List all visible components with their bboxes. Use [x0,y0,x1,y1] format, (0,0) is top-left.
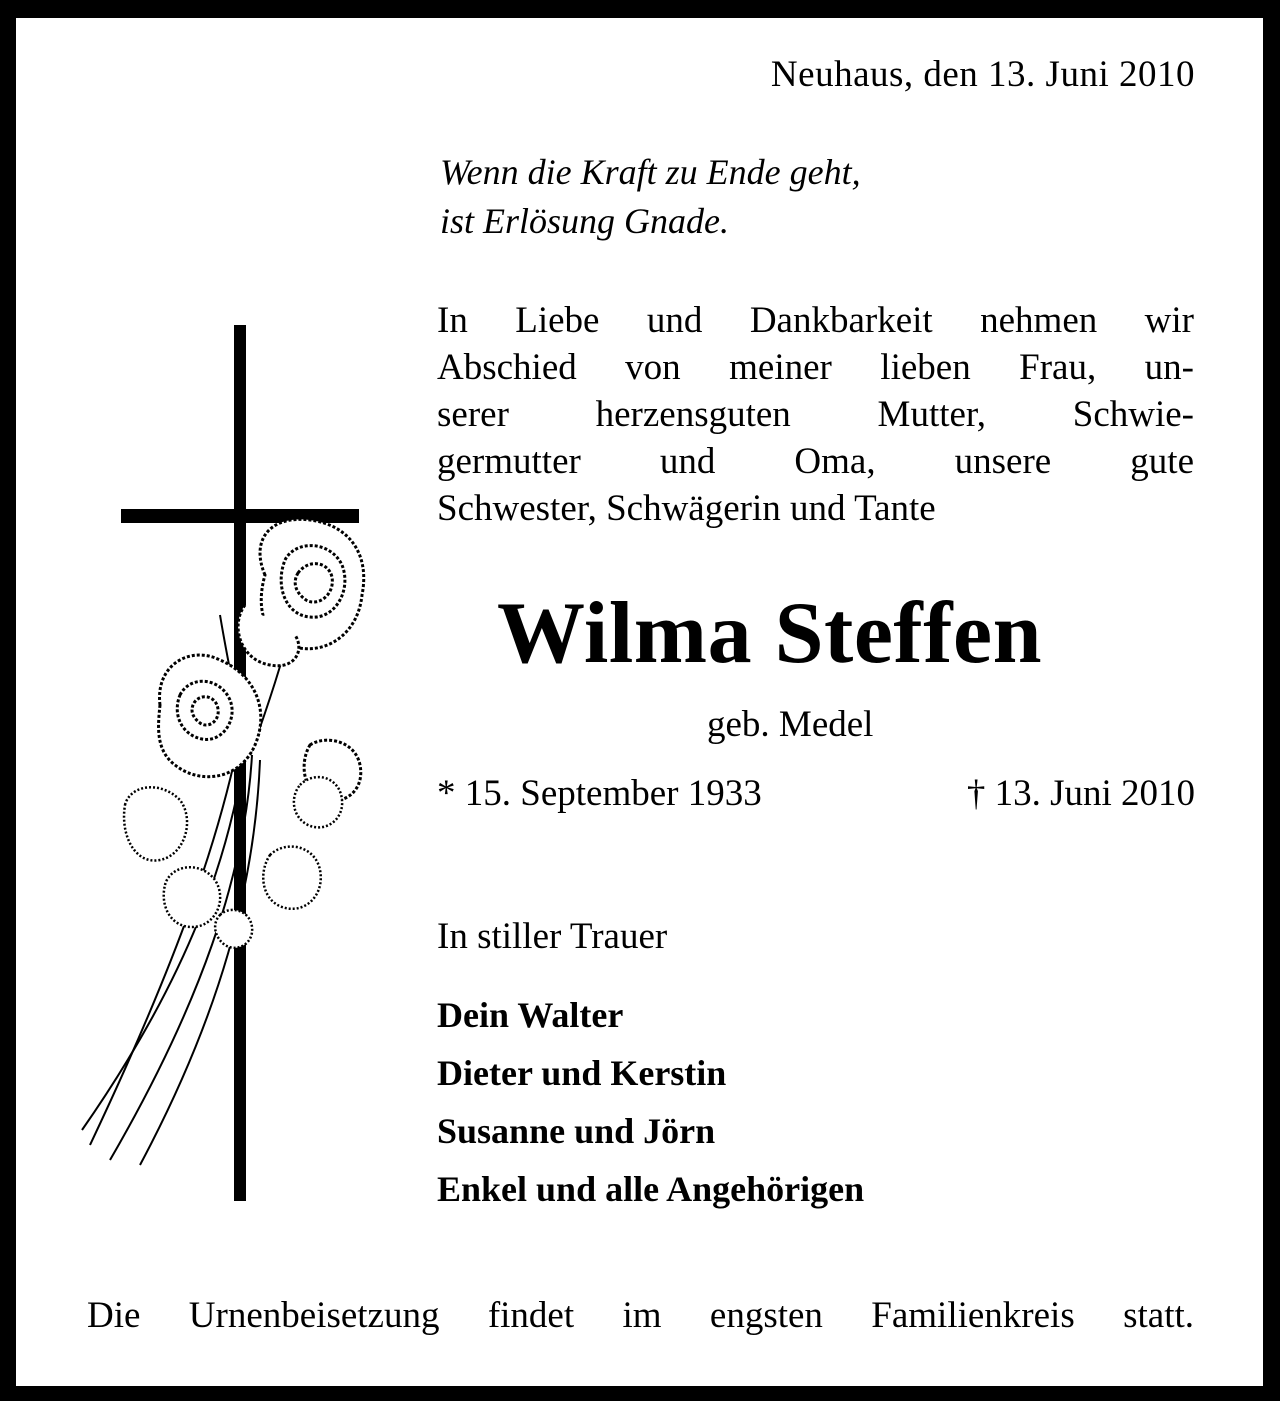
intro-line-5: Schwester, Schwägerin und Tante [437,488,936,529]
intro-line-1: In Liebe und Dankbarkeit nehmen wir [437,300,1194,341]
cross-with-roses-icon [70,315,380,1215]
intro-line-3: serer herzensguten Mutter, Schwie- [437,394,1194,435]
death-date: † 13. Juni 2010 [966,773,1195,814]
mourner-1: Dein Walter [437,995,624,1035]
mourner-3: Susanne und Jörn [437,1111,716,1151]
maiden-name: geb. Medel [707,704,874,745]
deceased-name: Wilma Steffen [497,585,1043,682]
intro-line-4: germutter und Oma, unsere gute [437,441,1194,482]
motto-line-2: ist Erlösung Gnade. [440,201,730,241]
place-date: Neuhaus, den 13. Juni 2010 [770,54,1195,95]
mourning-line: In stiller Trauer [437,916,668,957]
mourner-2: Dieter und Kerstin [437,1053,727,1093]
intro-line-2: Abschied von meiner lieben Frau, un- [437,347,1194,388]
mourner-4: Enkel und alle Angehörigen [437,1169,865,1209]
birth-date: * 15. September 1933 [437,773,762,814]
burial-note: Die Urnenbeisetzung findet im engsten Familienkreis statt. [87,1295,1194,1336]
motto-line-1: Wenn die Kraft zu Ende geht, [440,152,861,192]
